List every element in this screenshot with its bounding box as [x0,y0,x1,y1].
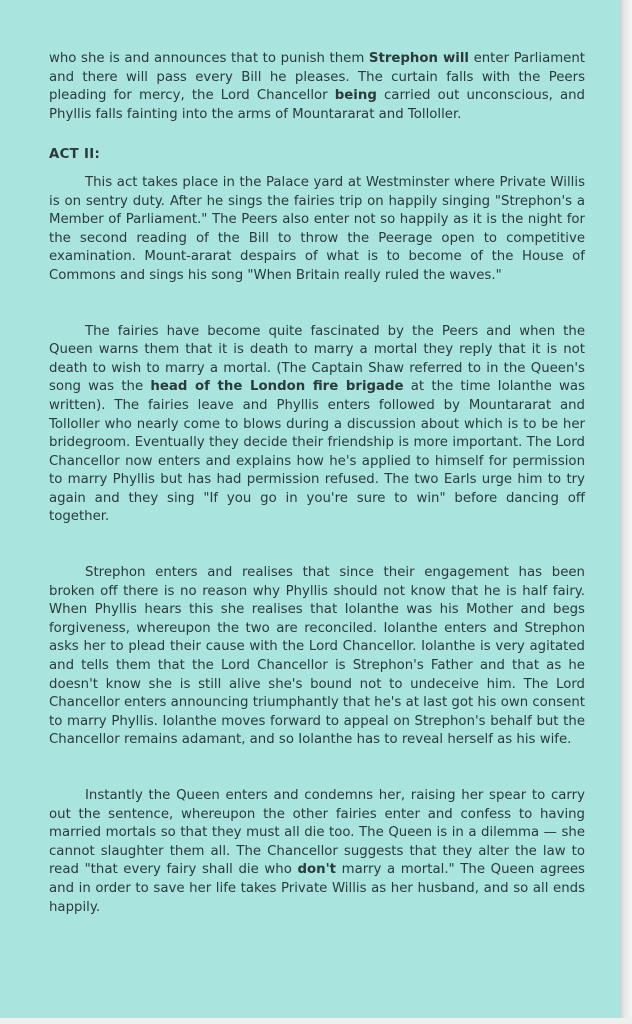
paragraph-4 [49,787,585,917]
paragraph-2-text-2: at the time Iolanthe was written). The fairies leave and Phyllis enters followed by Mountararat and Tolloller who nearly come to blows during a discussion about which is to be her bridegroom. Eventually they decide their friendship is more important. The Lord Chancellor now enters and explains how he's applied to himself for permission to marry Phyllis but has had permission refused. The two Earls urge him to try again and they sing "If you go in you're sure to win" before dancing off together. [49,379,586,525]
paragraph-2 [49,323,585,528]
paragraph-3: Strephon enters and realises that since their engagement has been broken off there is no reason why Phyllis should not know that he is half fairy. When Phyllis hears this she realises that Iolanthe was his Mother and begs forgiveness, whereupon the two are reconciled. Iolanthe enters and Strephon asks her to plead their cause with the Lord Chancellor. Iolanthe is very agitated and tells them that the Lord Chancellor is Strephon's Father and that as he doesn't know she is still alive she's bound not to undeceive him. The Lord Chancellor enters announcing triumphantly that he's at last got his own consent to marry Phyllis. Iolanthe moves forward to appeal on Strephon's behalf but the Chancellor remains adamant, and so Iolanthe has to reveal herself as his wife. [49,565,585,748]
intro-bold-1: Strephon will [368,51,469,66]
page-text [49,50,585,917]
paragraph-2-text-1: The fairies have become quite fascinated by the Peers and when the Queen warns them that it is death to marry a mortal they reply that it is not death to wish to marry a mortal. (The Captain Shaw referred to in the Queen's song was the [49,323,585,395]
paragraph-4-text-2: marry a mortal." The Queen agrees and in order to save her life takes Private Willis as her husband, and so all ends happily. [49,862,585,915]
intro-bold-2: being [334,88,377,104]
paragraph-4-bold: don't [297,862,337,878]
act-heading: ACT II: [49,147,101,163]
page-edge-right [620,0,632,1024]
intro-text-2: enter Parliament and there will pass every Bill he pleases. The curtain falls with the Peers pleading for mercy, the Lord Chancellor [49,51,585,104]
intro-text-3: carried out unconscious, and Phyllis falls fainting into the arms of Mountararat and Tolloller. [49,88,585,122]
paragraph-2-bold: head of the London fire brigade [150,379,404,395]
paragraph-4-text-1: Instantly the Queen enters and condemns her, raising her spear to carry out the sentence, whereupon the other fairies enter and confess to having married mortals so that they must all die too. The Queen is in a dilemma — she cannot slaughter them all. The Chancellor suggests that they alter the law to read "that every fairy shall die who [49,788,585,878]
paragraph-1: This act takes place in the Palace yard at Westminster where Private Willis is on sentry duty. After he sings the fairies trip on happily singing "Strephon's a Member of Parliament." The Peers also enter not so happily as it is the night for the second reading of the Bill to throw the Peerage open to competitive examination. Mount-ararat despairs of what is to become of the House of Commons and sings his song "When Britain really ruled the waves." [49,174,585,283]
page-edge-bottom [0,1018,632,1024]
intro-text-1: who she is and announces that to punish them [49,51,369,66]
intro-paragraph [49,50,585,124]
